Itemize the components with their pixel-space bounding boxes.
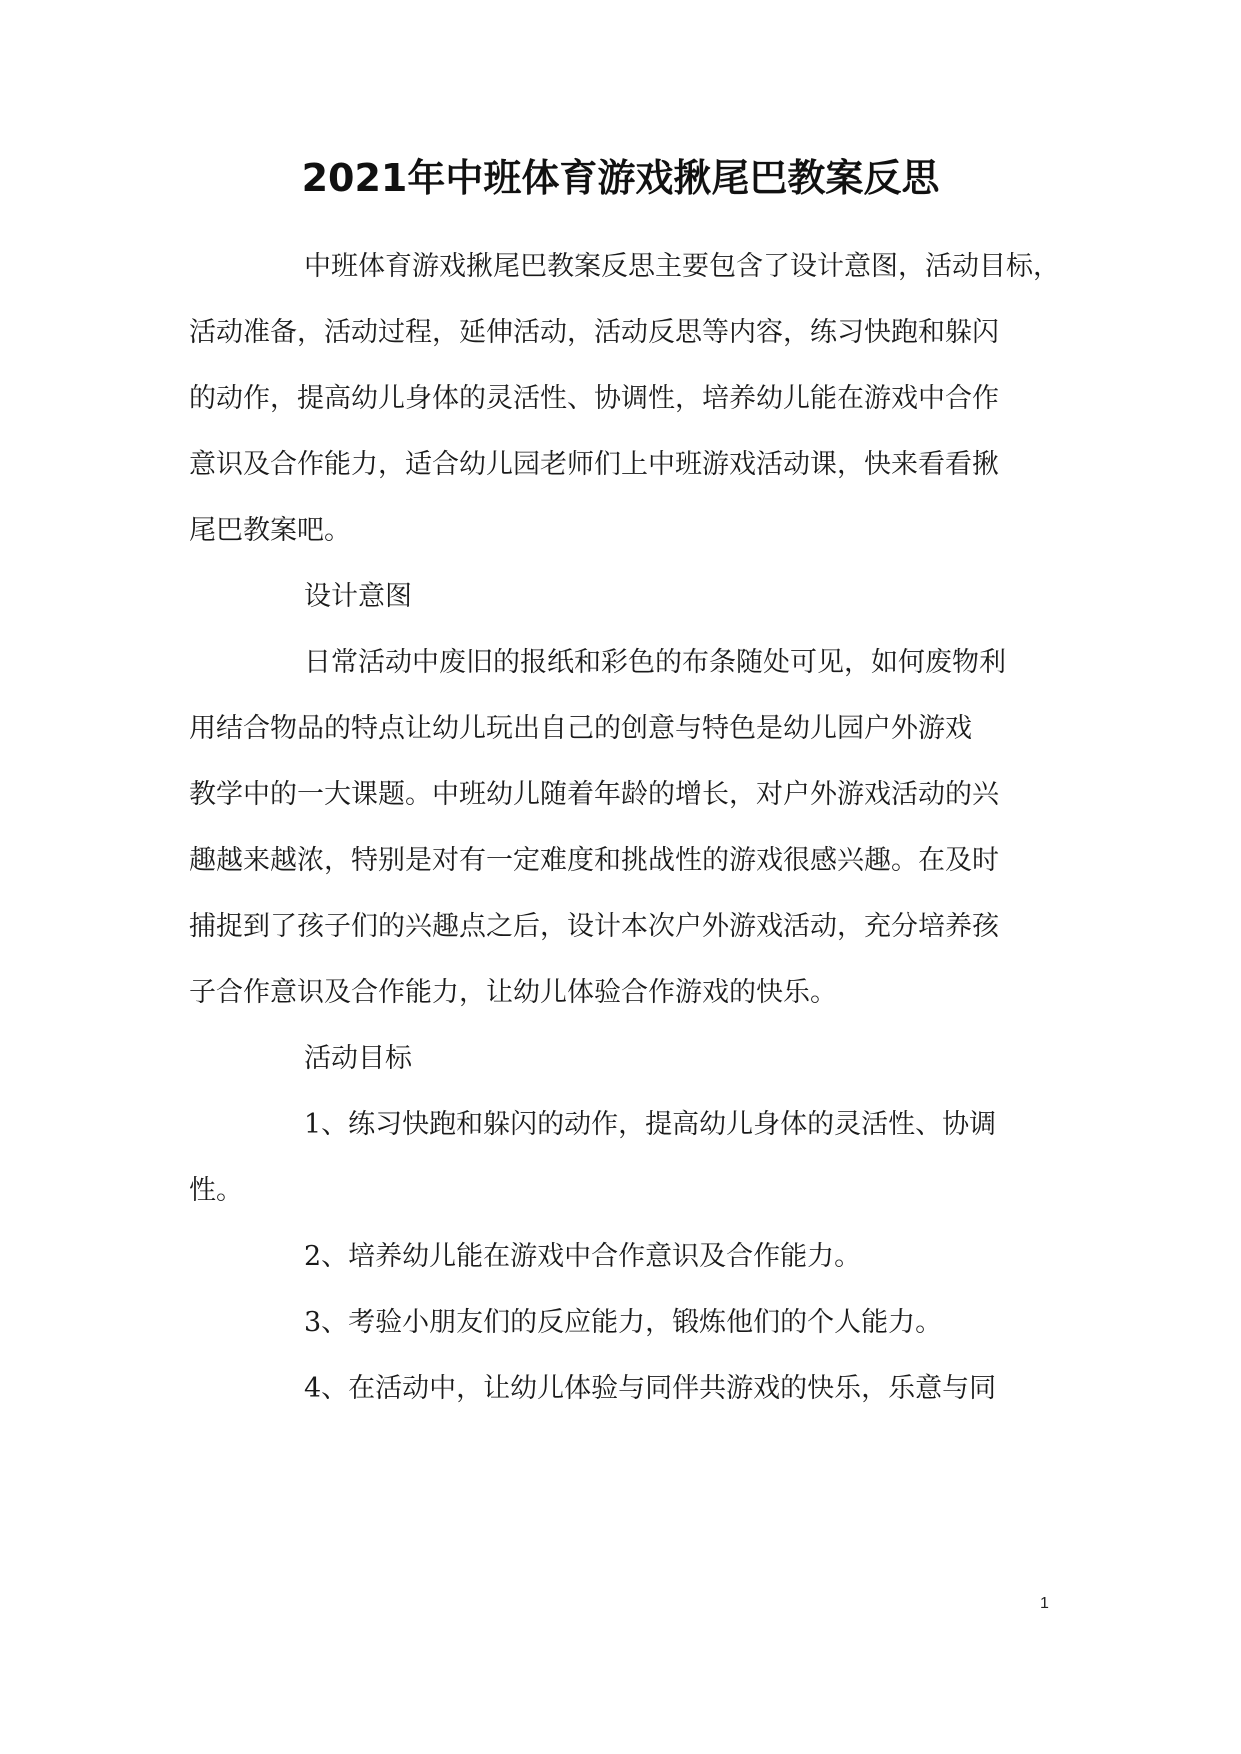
goal-3: 3、考验小朋友们的反应能力，锻炼他们的个人能力。	[304, 1307, 943, 1338]
intro-line-5: 尾巴教案吧。	[189, 515, 351, 546]
design-line-3: 教学中的一大课题。中班幼儿随着年龄的增长，对户外游戏活动的兴	[189, 779, 999, 810]
intro-line-1: 中班体育游戏揪尾巴教案反思主要包含了设计意图，活动目标，	[304, 251, 1060, 282]
design-line-5: 捕捉到了孩子们的兴趣点之后，设计本次户外游戏活动，充分培养孩	[189, 911, 999, 942]
goal-4-line-1: 4、在活动中，让幼儿体验与同伴共游戏的快乐，乐意与同	[304, 1373, 997, 1404]
intro-line-3: 的动作，提高幼儿身体的灵活性、协调性，培养幼儿能在游戏中合作	[189, 383, 999, 414]
goal-1-line-1: 1、练习快跑和躲闪的动作，提高幼儿身体的灵活性、协调	[304, 1109, 997, 1140]
intro-line-4: 意识及合作能力，适合幼儿园老师们上中班游戏活动课，快来看看揪	[189, 449, 999, 480]
design-heading: 设计意图	[304, 581, 412, 612]
document-title: 2021年中班体育游戏揪尾巴教案反思	[301, 156, 940, 200]
design-line-4: 趣越来越浓，特别是对有一定难度和挑战性的游戏很感兴趣。在及时	[189, 845, 999, 876]
page-number: 1	[1040, 1595, 1049, 1612]
intro-line-2: 活动准备，活动过程，延伸活动，活动反思等内容，练习快跑和躲闪	[189, 317, 999, 348]
goals-heading: 活动目标	[304, 1043, 412, 1074]
goal-1-line-2: 性。	[189, 1175, 243, 1206]
design-line-1: 日常活动中废旧的报纸和彩色的布条随处可见，如何废物利	[304, 647, 1006, 678]
design-line-2: 用结合物品的特点让幼儿玩出自己的创意与特色是幼儿园户外游戏	[189, 713, 972, 744]
design-line-6: 子合作意识及合作能力，让幼儿体验合作游戏的快乐。	[189, 977, 837, 1008]
goal-2: 2、培养幼儿能在游戏中合作意识及合作能力。	[304, 1241, 862, 1272]
